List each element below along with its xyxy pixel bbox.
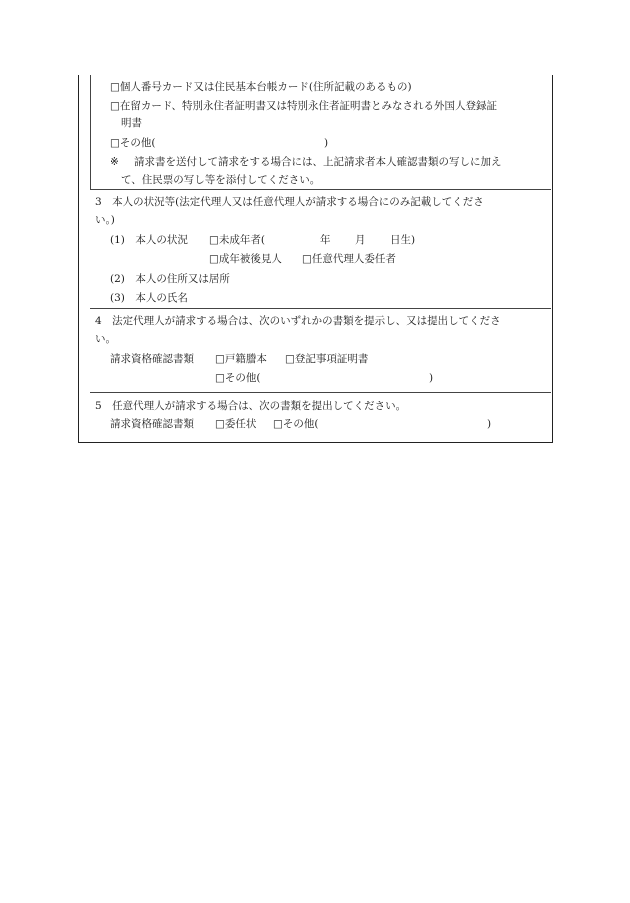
birth-month-label: 月: [355, 234, 366, 246]
checkbox-power-of-attorney[interactable]: □委任状: [215, 418, 257, 430]
section-divider: [90, 392, 551, 393]
other-id-close-paren: ): [324, 137, 329, 149]
birth-year-label: 年: [320, 234, 331, 246]
section3-title: 3 本人の状況等(法定代理人又は任意代理人が請求する場合にのみ記載してくださ: [95, 196, 484, 208]
checkbox-other-proxy-docs[interactable]: □その他(: [273, 418, 319, 430]
section-divider: [90, 308, 551, 309]
checkbox-adult-guardian[interactable]: □成年被後見人: [209, 253, 282, 265]
other-docs-close-paren: ): [429, 372, 434, 384]
checkbox-family-register[interactable]: □戸籍謄本: [215, 353, 267, 365]
principal-address-label: (2) 本人の住所又は居所: [110, 273, 230, 285]
checkbox-minor[interactable]: □未成年者(: [209, 234, 266, 246]
section5-title: 5 任意代理人が請求する場合は、次の書類を提出してください。: [95, 400, 407, 412]
qualification-docs-label: 請求資格確認書類: [110, 418, 194, 430]
checkbox-my-number-card[interactable]: □個人番号カード又は住民基本台帳カード(住所記載のあるもの): [110, 81, 412, 93]
other-proxy-docs-close-paren: ): [487, 418, 492, 430]
residence-card-continued: 明書: [121, 117, 142, 129]
section1-inner-border: [90, 75, 91, 189]
checkbox-voluntary-principal[interactable]: □任意代理人委任者: [302, 253, 396, 265]
checkbox-other-id[interactable]: □その他(: [110, 137, 156, 149]
mail-request-note: 請求書を送付して請求をする場合には、上記請求者本人確認書類の写しに加え: [134, 156, 502, 168]
principal-name-label: (3) 本人の氏名: [110, 292, 188, 304]
qualification-docs-label: 請求資格確認書類: [110, 353, 194, 365]
mail-request-note-continued: て、住民票の写し等を添付してください。: [121, 174, 321, 186]
checkbox-residence-card[interactable]: □在留カード、特別永住者証明書又は特別永住者証明書とみなされる外国人登録証: [110, 100, 497, 112]
checkbox-other-docs[interactable]: □その他(: [215, 372, 261, 384]
section4-title: 4 法定代理人が請求する場合は、次のいずれかの書類を提示し、又は提出してくださ: [95, 315, 501, 327]
birth-day-label: 日生): [390, 234, 416, 246]
section3-title-continued: い。): [95, 214, 115, 226]
section4-title-continued: い。: [95, 333, 116, 345]
checkbox-registry-certificate[interactable]: □登記事項証明書: [285, 353, 369, 365]
section-divider: [90, 189, 551, 190]
note-mark: ※: [110, 156, 119, 168]
principal-status-label: (1) 本人の状況: [110, 234, 188, 246]
